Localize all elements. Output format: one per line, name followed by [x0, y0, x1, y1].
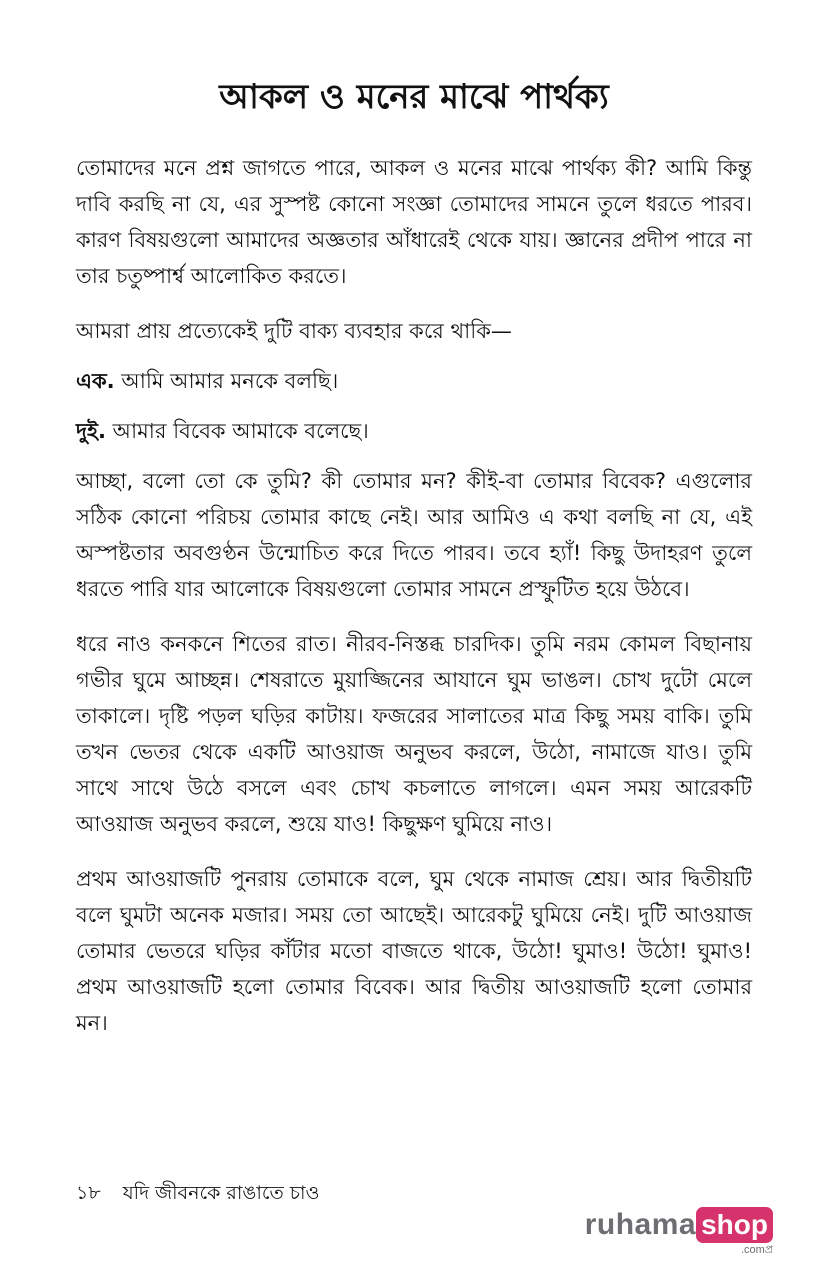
paragraph-sentence-one [76, 363, 752, 399]
paragraph-winter-night: ধরে নাও কনকনে শিতের রাত। নীরব-নিস্তব্ধ চারদিক। তুমি নরম কোমল বিছানায় গভীর ঘুমে আচ্ছন্ন। শেষরাতে মুয়াজ্জিনের আযানে ঘুম ভাঙল। চোখ দুটো মেলে তাকালে। দৃষ্টি পড়ল ঘড়ির কাটায়। ফজরের সালাতের মাত্র কিছু সময় বাকি। তুমি তখন ভেতর থেকে একটি আওয়াজ অনুভব করলে, উঠো, নামাজে যাও। তুমি সাথে সাথে উঠে বসলে এবং চোখ কচলাতে লাগলে। এমন সময় আরেকটি আওয়াজ অনুভব করলে, শুয়ে যাও! কিছুক্ষণ ঘুমিয়ে নাও। [76, 632, 752, 836]
sentence-two-text: আমার বিবেক আমাকে বলেছে। [105, 419, 369, 443]
paragraph-intro: তোমাদের মনে প্রশ্ন জাগতে পারে, আকল ও মনের মাঝে পার্থক্য কী? আমি কিন্তু দাবি করছি না যে, এর সুস্পষ্ট কোনো সংজ্ঞা তোমাদের সামনে তুলে ধরতে পারব। কারণ বিষয়গুলো আমাদের অজ্ঞতার আঁধারেই থেকে যায়। জ্ঞানের প্রদীপ পারে না তার চতুষ্পার্শ্ব আলোকিত করতে। [76, 156, 752, 288]
chapter-title: আকল ও মনের মাঝে পার্থক্য [219, 77, 609, 117]
page-footer [76, 1178, 320, 1208]
sentence-two-label: দুই. [76, 419, 106, 443]
paragraph-two-sentences: আমরা প্রায় প্রত্যেকেই দুটি বাক্য ব্যবহার করে থাকি— [76, 319, 512, 343]
paragraph-two-voices: প্রথম আওয়াজটি পুনরায় তোমাকে বলে, ঘুম থেকে নামাজ শ্রেয়। আর দ্বিতীয়টি বলে ঘুমটা অনেক মজার। সময় তো আছেই। আরেকটু ঘুমিয়ে নেই। দুটি আওয়াজ তোমার ভেতরে ঘড়ির কাঁটার মতো বাজতে থাকে, উঠো! ঘুমাও! উঠো! ঘুমাও! প্রথম আওয়াজটি হলো তোমার বিবেক। আর দ্বিতীয় আওয়াজটি হলো তোমার মন। [76, 867, 752, 1035]
sentence-one-text: আমি আমার মনকে বলছি। [114, 369, 339, 393]
book-title: যদি জীবনকে রাঙাতে চাও [122, 1182, 320, 1204]
logo-dotcom-text: .comপ্র [740, 1244, 773, 1256]
book-page [76, 0, 752, 1275]
paragraph-questions: আচ্ছা, বলো তো কে তুমি? কী তোমার মন? কীই-বা তোমার বিবেক? এগুলোর সঠিক কোনো পরিচয় তোমার কাছে নেই। আর আমিও এ কথা বলছি না যে, এই অস্পষ্টতার অবগুণ্ঠন উন্মোচিত করে দিতে পারব। তবে হ্যাঁ! কিছু উদাহরণ তুলে ধরতে পারি যার আলোকে বিষয়গুলো তোমার সামনে প্রস্ফুটিত হয়ে উঠবে। [76, 469, 752, 601]
logo-shop-badge: shop [696, 1207, 773, 1243]
logo-ruhama-text: ruhama [584, 1208, 697, 1241]
page-number: ১৮ [76, 1182, 101, 1204]
sentence-one-label: এক. [76, 369, 115, 393]
chapter-body [76, 150, 752, 1060]
logo-shop-group [696, 1207, 773, 1256]
paragraph-sentence-two [76, 413, 752, 449]
ruhamashop-logo [585, 1207, 773, 1257]
